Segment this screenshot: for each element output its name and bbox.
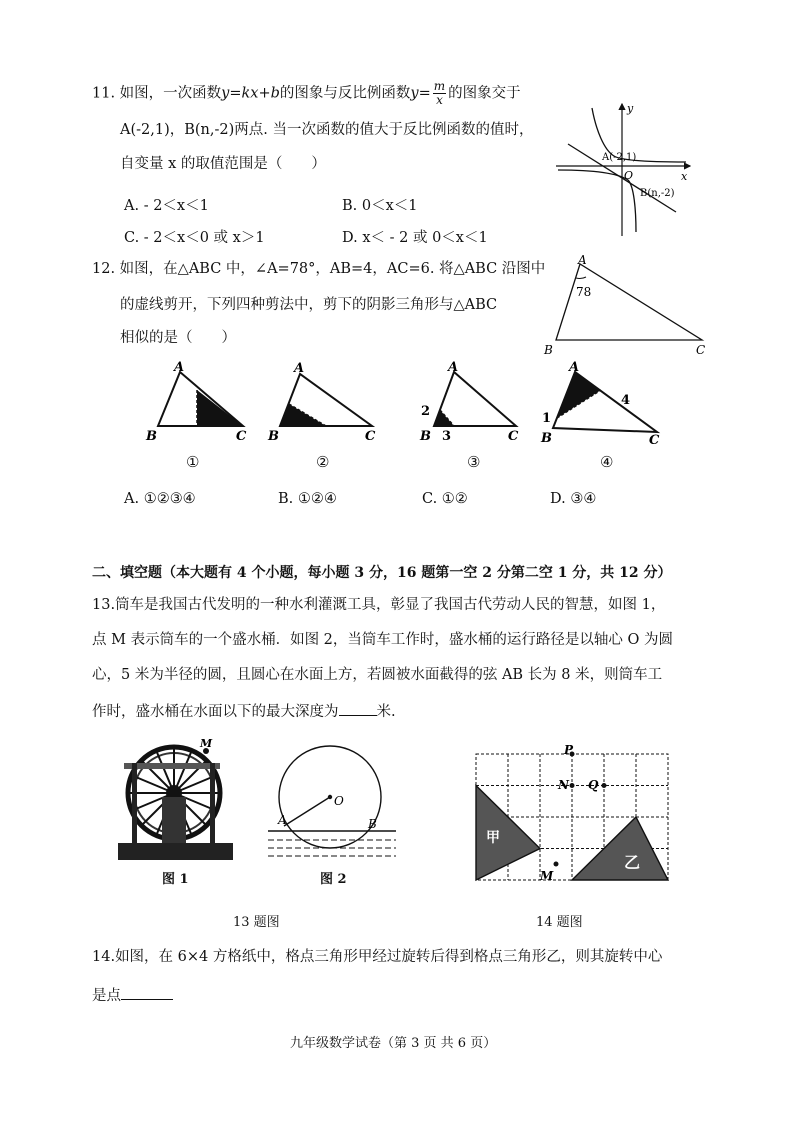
q14-line2: 是点 [92, 987, 173, 1004]
q13-line3: 心，5 米为半径的圆，且圆心在水面上方，若圆被水面截得的弦 AB 长为 8 米，则筒车工 [92, 667, 663, 683]
q12-cut-figure-2 [260, 360, 385, 445]
q14-line1: 14.如图，在 6×4 方格纸中，格点三角形甲经过旋转后得到格点三角形乙，则其旋转中心 [92, 949, 663, 965]
q14-answer-blank[interactable] [121, 987, 173, 1000]
q11-option-c: C. - 2＜x＜0 或 x＞1 [124, 230, 265, 246]
svg-text:B: B [541, 431, 552, 445]
svg-text:C: C [649, 433, 660, 445]
q13-figure-1-water-wheel [118, 735, 233, 860]
vertex-c: C [696, 343, 706, 357]
y-axis-label: y [627, 102, 634, 115]
svg-text:C: C [236, 429, 247, 444]
svg-text:B: B [420, 429, 431, 444]
svg-text:B: B [268, 429, 279, 444]
q12-caption-1: ① [186, 453, 200, 471]
point-b-label: B(n,-2) [640, 188, 675, 199]
svg-text:甲: 甲 [486, 830, 500, 846]
svg-text:A: A [448, 360, 459, 375]
svg-text:A: A [174, 360, 185, 375]
q11-option-d: D. x＜ - 2 或 0＜x＜1 [342, 230, 488, 246]
page-footer: 九年级数学试卷（第 3 页 共 6 页） [290, 1036, 497, 1051]
svg-text:N: N [558, 778, 569, 792]
q12-main-triangle [538, 254, 718, 360]
origin-label: O [624, 169, 634, 182]
q12-line1: 12. 如图，在△ABC 中，∠A=78°，AB=4，AC=6. 将△ABC 沿图中 [92, 261, 546, 277]
svg-text:C: C [508, 429, 519, 444]
svg-text:2: 2 [421, 404, 431, 419]
point-a-label: A(-2,1) [602, 152, 637, 163]
svg-text:乙: 乙 [624, 853, 641, 872]
svg-text:3: 3 [442, 429, 452, 444]
q12-caption-3: ③ [467, 453, 481, 471]
q11-option-b: B. 0＜x＜1 [342, 198, 418, 214]
q12-caption-4: ④ [600, 453, 614, 471]
q11-number: 11. [92, 85, 116, 102]
q12-number: 12. [92, 261, 116, 277]
svg-text:A: A [294, 361, 305, 376]
q12-cut-figure-1 [140, 360, 255, 445]
q13-figure-caption: 13 题图 [233, 915, 280, 930]
q13-line4: 作时，盛水桶在水面以下的最大深度为 米. [92, 704, 396, 720]
q12-option-a: A. ①②③④ [124, 491, 196, 507]
q12-cut-figure-3 [414, 360, 529, 445]
q13-number: 13. [92, 597, 116, 613]
vertex-a: A [578, 254, 587, 267]
q13-fig1-caption: 图 1 [162, 872, 189, 887]
svg-text:O: O [334, 794, 344, 808]
q13-answer-blank[interactable] [339, 703, 377, 716]
q11-function-graph [548, 100, 698, 240]
angle-78: 78 [576, 285, 592, 299]
svg-text:M: M [540, 869, 554, 883]
svg-text:A: A [278, 813, 287, 827]
vertex-b: B [544, 343, 553, 357]
svg-text:A: A [569, 360, 580, 375]
q12-line2: 的虚线剪开，下列四种剪法中，剪下的阴影三角形与△ABC [120, 297, 498, 313]
svg-text:4: 4 [621, 393, 631, 408]
svg-text:B: B [146, 429, 157, 444]
q11-option-a: A. - 2＜x＜1 [124, 198, 209, 214]
q12-option-c: C. ①② [422, 491, 468, 507]
svg-text:P: P [564, 743, 574, 757]
q12-line3: 相似的是（ ） [120, 330, 236, 346]
q13-fig2-caption: 图 2 [320, 872, 347, 887]
q12-caption-2: ② [316, 453, 330, 471]
svg-text:C: C [365, 429, 376, 444]
q11-fraction: $\frac{m}{x}$ [433, 79, 446, 107]
q12-option-b: B. ①②④ [278, 491, 337, 507]
svg-text:Q: Q [588, 778, 599, 792]
q12-cut-figure-4 [535, 360, 670, 445]
x-axis-label: x [681, 170, 688, 183]
q12-option-d: D. ③④ [550, 491, 597, 507]
svg-text:M: M [200, 737, 213, 750]
q13-line2: 点 M 表示筒车的一个盛水桶．如图 2，当筒车工作时，盛水桶的运行路径是以轴心 O 为圆 [92, 632, 674, 648]
svg-text:1: 1 [542, 411, 552, 426]
q14-number: 14. [92, 949, 116, 965]
q13-line1: 13.筒车是我国古代发明的一种水利灌溉工具，彰显了我国古代劳动人民的智慧，如图 1， [92, 597, 666, 613]
q11-line1: 11. 如图，一次函数y=kx+b的图象与反比例函数y= $\frac{m}{x}$ 的图象交于 [92, 79, 521, 107]
q13-figure-2-circle [268, 738, 398, 860]
section-2-title: 二、填空题（本大题有 4 个小题，每小题 3 分，16 题第一空 2 分第二空 1 分，共 12 分） [92, 565, 672, 581]
q14-figure-caption: 14 题图 [536, 915, 583, 930]
svg-text:B: B [368, 817, 377, 831]
q14-grid-figure [468, 742, 673, 884]
q11-line2: A(-2,1)，B(n,-2)两点. 当一次函数的值大于反比例函数的值时， [120, 122, 534, 138]
q11-line3: 自变量 x 的取值范围是（ ） [120, 156, 326, 172]
